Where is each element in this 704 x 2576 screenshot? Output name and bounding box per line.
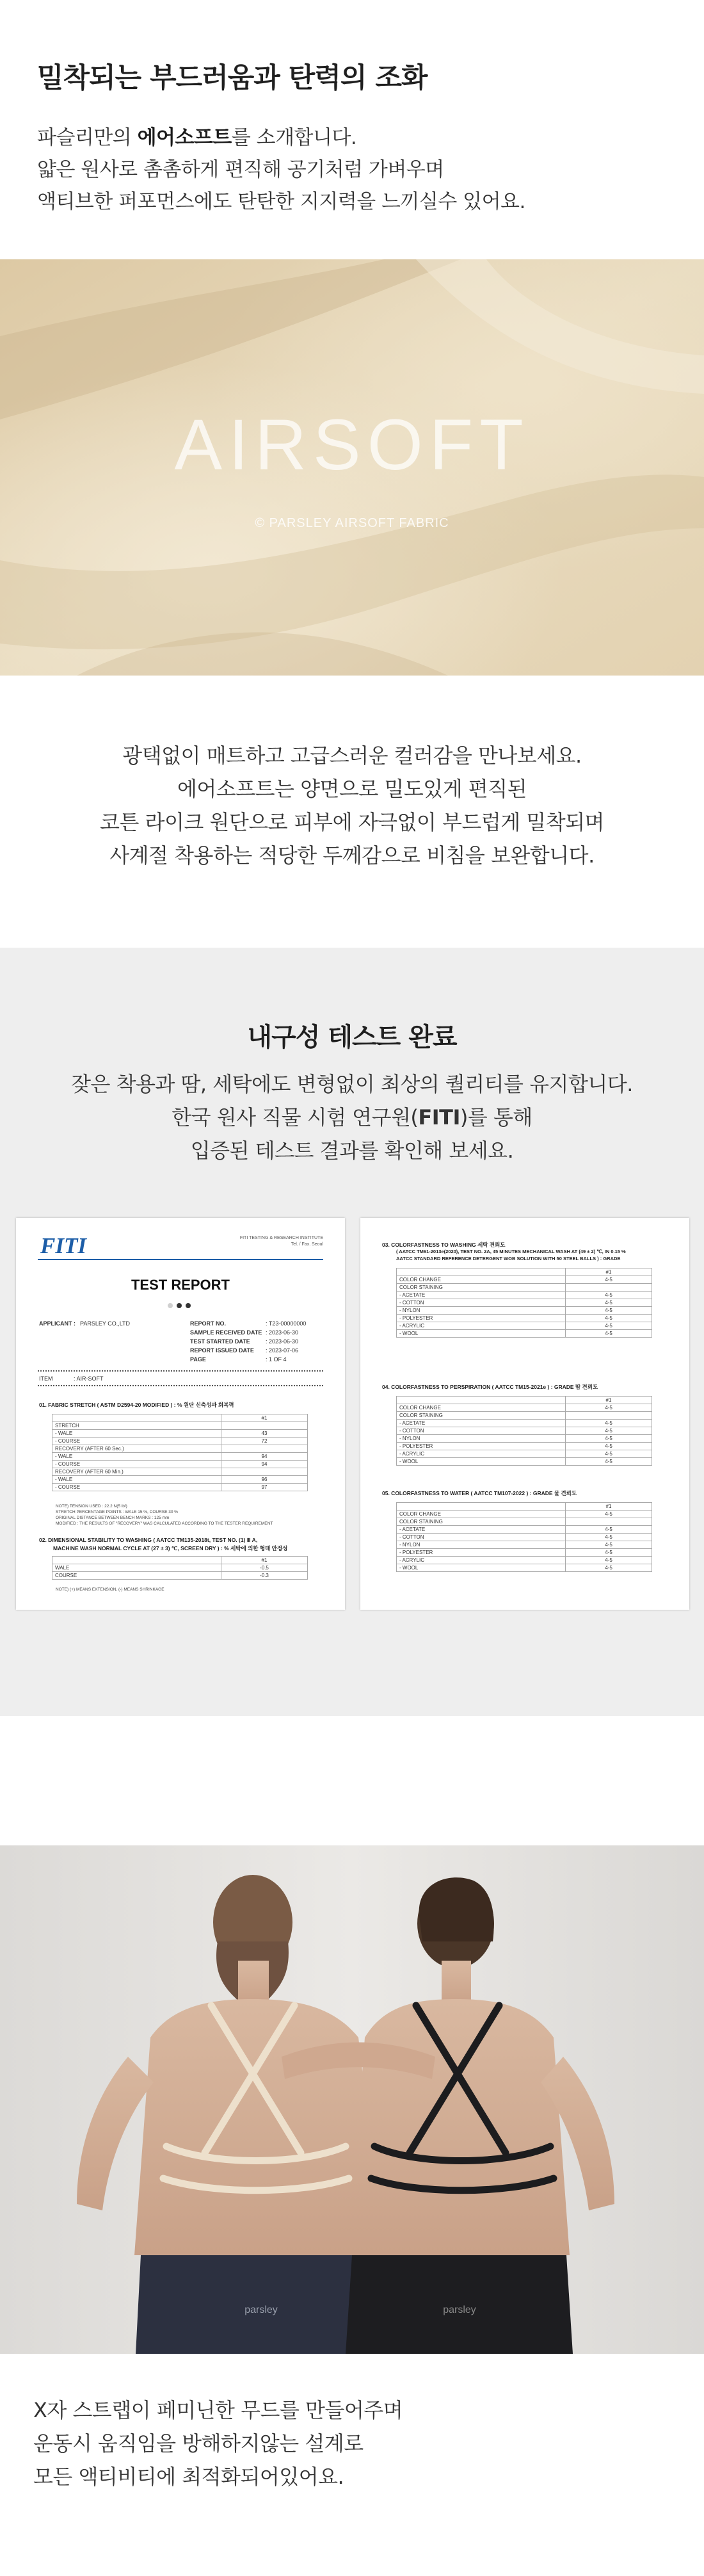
table-cell: 4-5 xyxy=(566,1534,652,1541)
note-line: ORIGINAL DISTANCE BETWEEN BENCH MARKS : 125 mm xyxy=(56,1516,170,1520)
page-dot xyxy=(168,1303,173,1308)
intro-line-1 xyxy=(37,122,525,154)
table-cell: - COTTON xyxy=(397,1534,566,1541)
table-row xyxy=(52,1461,308,1468)
table-cell: 94 xyxy=(221,1453,308,1461)
table-cell: - POLYESTER xyxy=(397,1315,566,1322)
table-cell xyxy=(566,1412,652,1420)
table-row xyxy=(397,1427,652,1435)
table-row xyxy=(397,1284,652,1292)
table-cell: - ACRYLIC xyxy=(397,1450,566,1458)
table-cell: - COTTON xyxy=(397,1299,566,1307)
sec2-title-2: MACHINE WASH NORMAL CYCLE AT (27 ± 3) ℃, SCREEN DRY ) : % 세탁에 의한 형태 안정성 xyxy=(53,1545,288,1551)
sec3-title-3: AATCC STANDARD REFERENCE DETERGENT WOB SOLUTION WITH 50 STEEL BALLS ) : GRADE xyxy=(396,1256,621,1261)
intro-line-2: 얇은 원사로 촘촘하게 편직해 공기처럼 가벼우며 xyxy=(37,158,444,181)
table-row xyxy=(52,1430,308,1438)
table-row xyxy=(52,1564,308,1572)
table-cell: - ACETATE xyxy=(397,1420,566,1427)
table-cell: 4-5 xyxy=(566,1458,652,1466)
dotted-rule xyxy=(38,1370,323,1372)
test-text xyxy=(0,1067,704,1167)
table-cell xyxy=(52,1557,221,1564)
intro-line-1-post: 를 소개합니다. xyxy=(231,126,357,149)
test-line-2-pre: 한국 원사 직물 시험 연구원( xyxy=(172,1105,419,1130)
fabric-banner xyxy=(0,259,704,676)
table-cell: - COURSE xyxy=(52,1484,221,1491)
perspiration-table xyxy=(396,1396,652,1466)
fiti-address-line-1: FITI TESTING & RESEARCH INSTITUTE xyxy=(239,1236,323,1240)
table-cell: 4-5 xyxy=(566,1564,652,1572)
table-cell: COLOR STAINING xyxy=(397,1412,566,1420)
table-row xyxy=(397,1420,652,1427)
table-row xyxy=(52,1445,308,1453)
matte-section xyxy=(0,676,704,948)
table-cell: 4-5 xyxy=(566,1549,652,1557)
meta-value: : 1 OF 4 xyxy=(266,1356,287,1363)
fiti-address xyxy=(240,1235,323,1248)
table-row xyxy=(397,1450,652,1458)
table-cell: RECOVERY (AFTER 60 Sec.) xyxy=(52,1445,221,1453)
table-row xyxy=(52,1572,308,1580)
table-cell: - ACRYLIC xyxy=(397,1322,566,1330)
note-line: STRETCH PERCENTAGE POINTS : WALE 15 %, COURSE 30 % xyxy=(56,1510,179,1514)
table-cell: - COURSE xyxy=(52,1438,221,1445)
page-dot xyxy=(177,1303,182,1308)
test-line-1: 잦은 착용과 땀, 세탁에도 변형없이 최상의 퀄리티를 유지합니다. xyxy=(71,1072,633,1096)
table-row xyxy=(52,1476,308,1484)
intro-line-3: 액티브한 퍼포먼스에도 탄탄한 지지력을 느끼실수 있어요. xyxy=(37,190,525,213)
applicant-label: APPLICANT : xyxy=(39,1320,76,1327)
table-cell: 4-5 xyxy=(566,1276,652,1284)
table-row xyxy=(397,1307,652,1315)
test-heading: 내구성 테스트 완료 xyxy=(247,1023,457,1052)
meta-key: REPORT ISSUED DATE xyxy=(190,1347,254,1354)
table-cell xyxy=(397,1268,566,1276)
table-cell: - WALE xyxy=(52,1476,221,1484)
model-line-1: X자 스트랩이 페미닌한 무드를 만들어주며 xyxy=(33,2398,403,2422)
sec3-title-2: ( AATCC TM61-2013e(2020), TEST NO. 2A, 45 MINUTES MECHANICAL WASH AT (49 ± 2) ℃, IN 0.15 % xyxy=(396,1249,626,1254)
table-cell: - ACRYLIC xyxy=(397,1557,566,1564)
table-cell: 4-5 xyxy=(566,1526,652,1534)
intro-airsoft-bold: 에어소프트 xyxy=(137,126,232,149)
table-row xyxy=(397,1412,652,1420)
table-cell: - WOOL xyxy=(397,1330,566,1338)
table-cell: 4-5 xyxy=(566,1299,652,1307)
test-section xyxy=(0,948,704,1716)
table-row xyxy=(397,1322,652,1330)
table-row xyxy=(52,1453,308,1461)
table-row xyxy=(397,1404,652,1412)
meta-key: SAMPLE RECEIVED DATE xyxy=(190,1329,262,1336)
table-cell: 4-5 xyxy=(566,1427,652,1435)
table-row xyxy=(52,1484,308,1491)
model-photo xyxy=(0,1845,704,2354)
table-row xyxy=(397,1268,652,1276)
item-value: : AIR-SOFT xyxy=(74,1375,104,1382)
table-cell: 96 xyxy=(221,1476,308,1484)
table-cell xyxy=(221,1445,308,1453)
table-cell: 4-5 xyxy=(566,1435,652,1443)
table-cell xyxy=(397,1397,566,1404)
table-row xyxy=(397,1276,652,1284)
brand-label-right: parsley xyxy=(443,2305,476,2315)
table-cell: - WALE xyxy=(52,1453,221,1461)
table-row xyxy=(52,1468,308,1476)
fiti-address-line-2: Tel. / Fax. Seoul xyxy=(291,1242,323,1247)
table-row xyxy=(397,1518,652,1526)
table-cell: WALE xyxy=(52,1564,221,1572)
table-cell: 4-5 xyxy=(566,1511,652,1518)
table-row xyxy=(397,1330,652,1338)
fiti-bold: FITI xyxy=(418,1105,460,1130)
table-cell xyxy=(52,1414,221,1422)
table-cell: -0.3 xyxy=(221,1572,308,1580)
matte-line-2: 에어소프트는 양면으로 밀도있게 편직된 xyxy=(177,777,527,801)
note-line: MODIFIED : THE RESULTS OF "RECOVERY" WAS CALCULATED ACCORDING TO THE TESTER REQUIREMENT xyxy=(56,1521,273,1526)
dimensional-table xyxy=(52,1556,308,1580)
table-row xyxy=(397,1315,652,1322)
sec1-notes xyxy=(56,1503,318,1527)
table-header: #1 xyxy=(221,1414,308,1422)
table-cell xyxy=(221,1468,308,1476)
table-cell: - ACETATE xyxy=(397,1292,566,1299)
table-cell: - POLYESTER xyxy=(397,1549,566,1557)
table-cell: 4-5 xyxy=(566,1330,652,1338)
model-text xyxy=(33,2394,403,2493)
table-cell: 94 xyxy=(221,1461,308,1468)
table-row xyxy=(397,1458,652,1466)
intro-section xyxy=(0,0,704,259)
sec1-title: 01. FABRIC STRETCH ( ASTM D2594-20 MODIFIED ) : % 원단 신축성과 회복력 xyxy=(39,1402,234,1408)
table-row xyxy=(397,1299,652,1307)
table-cell: 4-5 xyxy=(566,1557,652,1564)
table-row xyxy=(397,1435,652,1443)
matte-line-4: 사계절 착용하는 적당한 두께감으로 비침을 보완합니다. xyxy=(109,843,595,868)
item-label: ITEM xyxy=(39,1375,53,1382)
meta-key: TEST STARTED DATE xyxy=(190,1338,250,1345)
table-cell: COLOR STAINING xyxy=(397,1518,566,1526)
table-row xyxy=(397,1503,652,1511)
table-cell: - COTTON xyxy=(397,1427,566,1435)
table-cell: COLOR STAINING xyxy=(397,1284,566,1292)
table-row xyxy=(397,1541,652,1549)
fiti-logo: FITI xyxy=(40,1233,86,1258)
table-cell xyxy=(221,1422,308,1430)
report-page-dots xyxy=(168,1300,195,1311)
dotted-rule xyxy=(38,1385,323,1386)
meta-value: : 2023-06-30 xyxy=(266,1338,299,1345)
table-cell: - WALE xyxy=(52,1430,221,1438)
page-dot xyxy=(186,1303,191,1308)
table-cell: - NYLON xyxy=(397,1435,566,1443)
table-cell: 4-5 xyxy=(566,1307,652,1315)
table-cell: 4-5 xyxy=(566,1292,652,1299)
table-row xyxy=(397,1511,652,1518)
table-cell: 43 xyxy=(221,1430,308,1438)
test-line-3: 입증된 테스트 결과를 확인해 보세요. xyxy=(190,1138,514,1163)
meta-value: : 2023-07-06 xyxy=(266,1347,299,1354)
report-title: TEST REPORT xyxy=(131,1277,230,1293)
airsoft-logo: AIRSOFT xyxy=(174,405,530,485)
table-cell: 97 xyxy=(221,1484,308,1491)
table-cell: STRETCH xyxy=(52,1422,221,1430)
table-row xyxy=(397,1443,652,1450)
table-cell: 4-5 xyxy=(566,1443,652,1450)
brand-label-left: parsley xyxy=(244,2305,278,2315)
meta-value: : T23-00000000 xyxy=(266,1320,307,1327)
table-cell: COURSE xyxy=(52,1572,221,1580)
meta-key: PAGE xyxy=(190,1356,206,1363)
table-cell: 4-5 xyxy=(566,1322,652,1330)
table-header: #1 xyxy=(221,1557,308,1564)
sec3-title-1: 03. COLORFASTNESS TO WASHING 세탁 견뢰도 xyxy=(382,1242,506,1248)
table-header: #1 xyxy=(566,1268,652,1276)
table-row xyxy=(397,1526,652,1534)
table-row xyxy=(52,1422,308,1430)
header-rule xyxy=(38,1259,323,1260)
table-cell xyxy=(397,1503,566,1511)
table-cell: 4-5 xyxy=(566,1404,652,1412)
table-cell xyxy=(566,1518,652,1526)
stretch-table xyxy=(52,1414,308,1491)
table-cell: COLOR CHANGE xyxy=(397,1404,566,1412)
table-row xyxy=(52,1414,308,1422)
model-line-3: 모든 액티비티에 최적화되어있어요. xyxy=(33,2465,344,2489)
table-cell: - WOOL xyxy=(397,1564,566,1572)
table-header: #1 xyxy=(566,1503,652,1511)
table-cell: RECOVERY (AFTER 60 Min.) xyxy=(52,1468,221,1476)
table-cell: COLOR CHANGE xyxy=(397,1276,566,1284)
fabric-caption: © PARSLEY AIRSOFT FABRIC xyxy=(255,516,449,530)
table-cell: COLOR CHANGE xyxy=(397,1511,566,1518)
water-table xyxy=(396,1502,652,1572)
model-section xyxy=(0,1716,704,2576)
washing-table xyxy=(396,1268,652,1338)
matte-text xyxy=(0,739,704,872)
applicant-value: PARSLEY CO.,LTD xyxy=(80,1320,131,1327)
table-cell: 4-5 xyxy=(566,1541,652,1549)
table-header: #1 xyxy=(566,1397,652,1404)
table-row xyxy=(397,1397,652,1404)
table-cell: 4-5 xyxy=(566,1315,652,1322)
test-report-page-1 xyxy=(16,1218,345,1610)
matte-line-1: 광택없이 매트하고 고급스러운 컬러감을 만나보세요. xyxy=(122,743,582,768)
table-row xyxy=(397,1557,652,1564)
table-cell: - COURSE xyxy=(52,1461,221,1468)
table-cell: -0.5 xyxy=(221,1564,308,1572)
test-report-page-2 xyxy=(360,1218,689,1610)
sec5-title: 05. COLORFASTNESS TO WATER ( AATCC TM107-2022 ) : GRADE 물 견뢰도 xyxy=(382,1490,577,1496)
table-cell: 72 xyxy=(221,1438,308,1445)
table-row xyxy=(397,1292,652,1299)
table-row xyxy=(397,1534,652,1541)
table-cell: - NYLON xyxy=(397,1541,566,1549)
model-line-2: 운동시 움직임을 방해하지않는 설계로 xyxy=(33,2431,364,2456)
table-cell: - NYLON xyxy=(397,1307,566,1315)
table-cell: 4-5 xyxy=(566,1420,652,1427)
intro-line-1-pre: 파슬리만의 xyxy=(37,126,138,149)
table-cell xyxy=(566,1284,652,1292)
table-cell: 4-5 xyxy=(566,1450,652,1458)
table-row xyxy=(397,1549,652,1557)
intro-body xyxy=(37,122,525,218)
table-row xyxy=(52,1557,308,1564)
meta-key: REPORT NO. xyxy=(190,1320,227,1327)
meta-value: : 2023-06-30 xyxy=(266,1329,299,1336)
intro-heading: 밀착되는 부드러움과 탄력의 조화 xyxy=(37,62,428,94)
model-illustration xyxy=(0,1845,704,2354)
table-row xyxy=(52,1438,308,1445)
sec2-note: NOTE) (+) MEANS EXTENSION, (-) MEANS SHRINKAGE xyxy=(56,1587,164,1592)
test-line-2 xyxy=(0,1101,704,1134)
fabric-image xyxy=(0,259,704,676)
sec2-title-1: 02. DIMENSIONAL STABILITY TO WASHING ( AATCC TM135-2018t, TEST NO. (1) Ⅲ A, xyxy=(39,1537,258,1543)
note-line: NOTE) TENSION USED : 22.2 N(5 lbf) xyxy=(56,1504,127,1509)
sec4-title: 04. COLORFASTNESS TO PERSPIRATION ( AATCC TM15-2021e ) : GRADE 땀 견뢰도 xyxy=(382,1384,598,1390)
test-line-2-post: )를 통해 xyxy=(460,1105,532,1130)
table-cell: - ACETATE xyxy=(397,1526,566,1534)
table-cell: - POLYESTER xyxy=(397,1443,566,1450)
matte-line-3: 코튼 라이크 원단으로 피부에 자극없이 부드럽게 밀착되며 xyxy=(100,810,604,834)
table-row xyxy=(397,1564,652,1572)
table-cell: - WOOL xyxy=(397,1458,566,1466)
